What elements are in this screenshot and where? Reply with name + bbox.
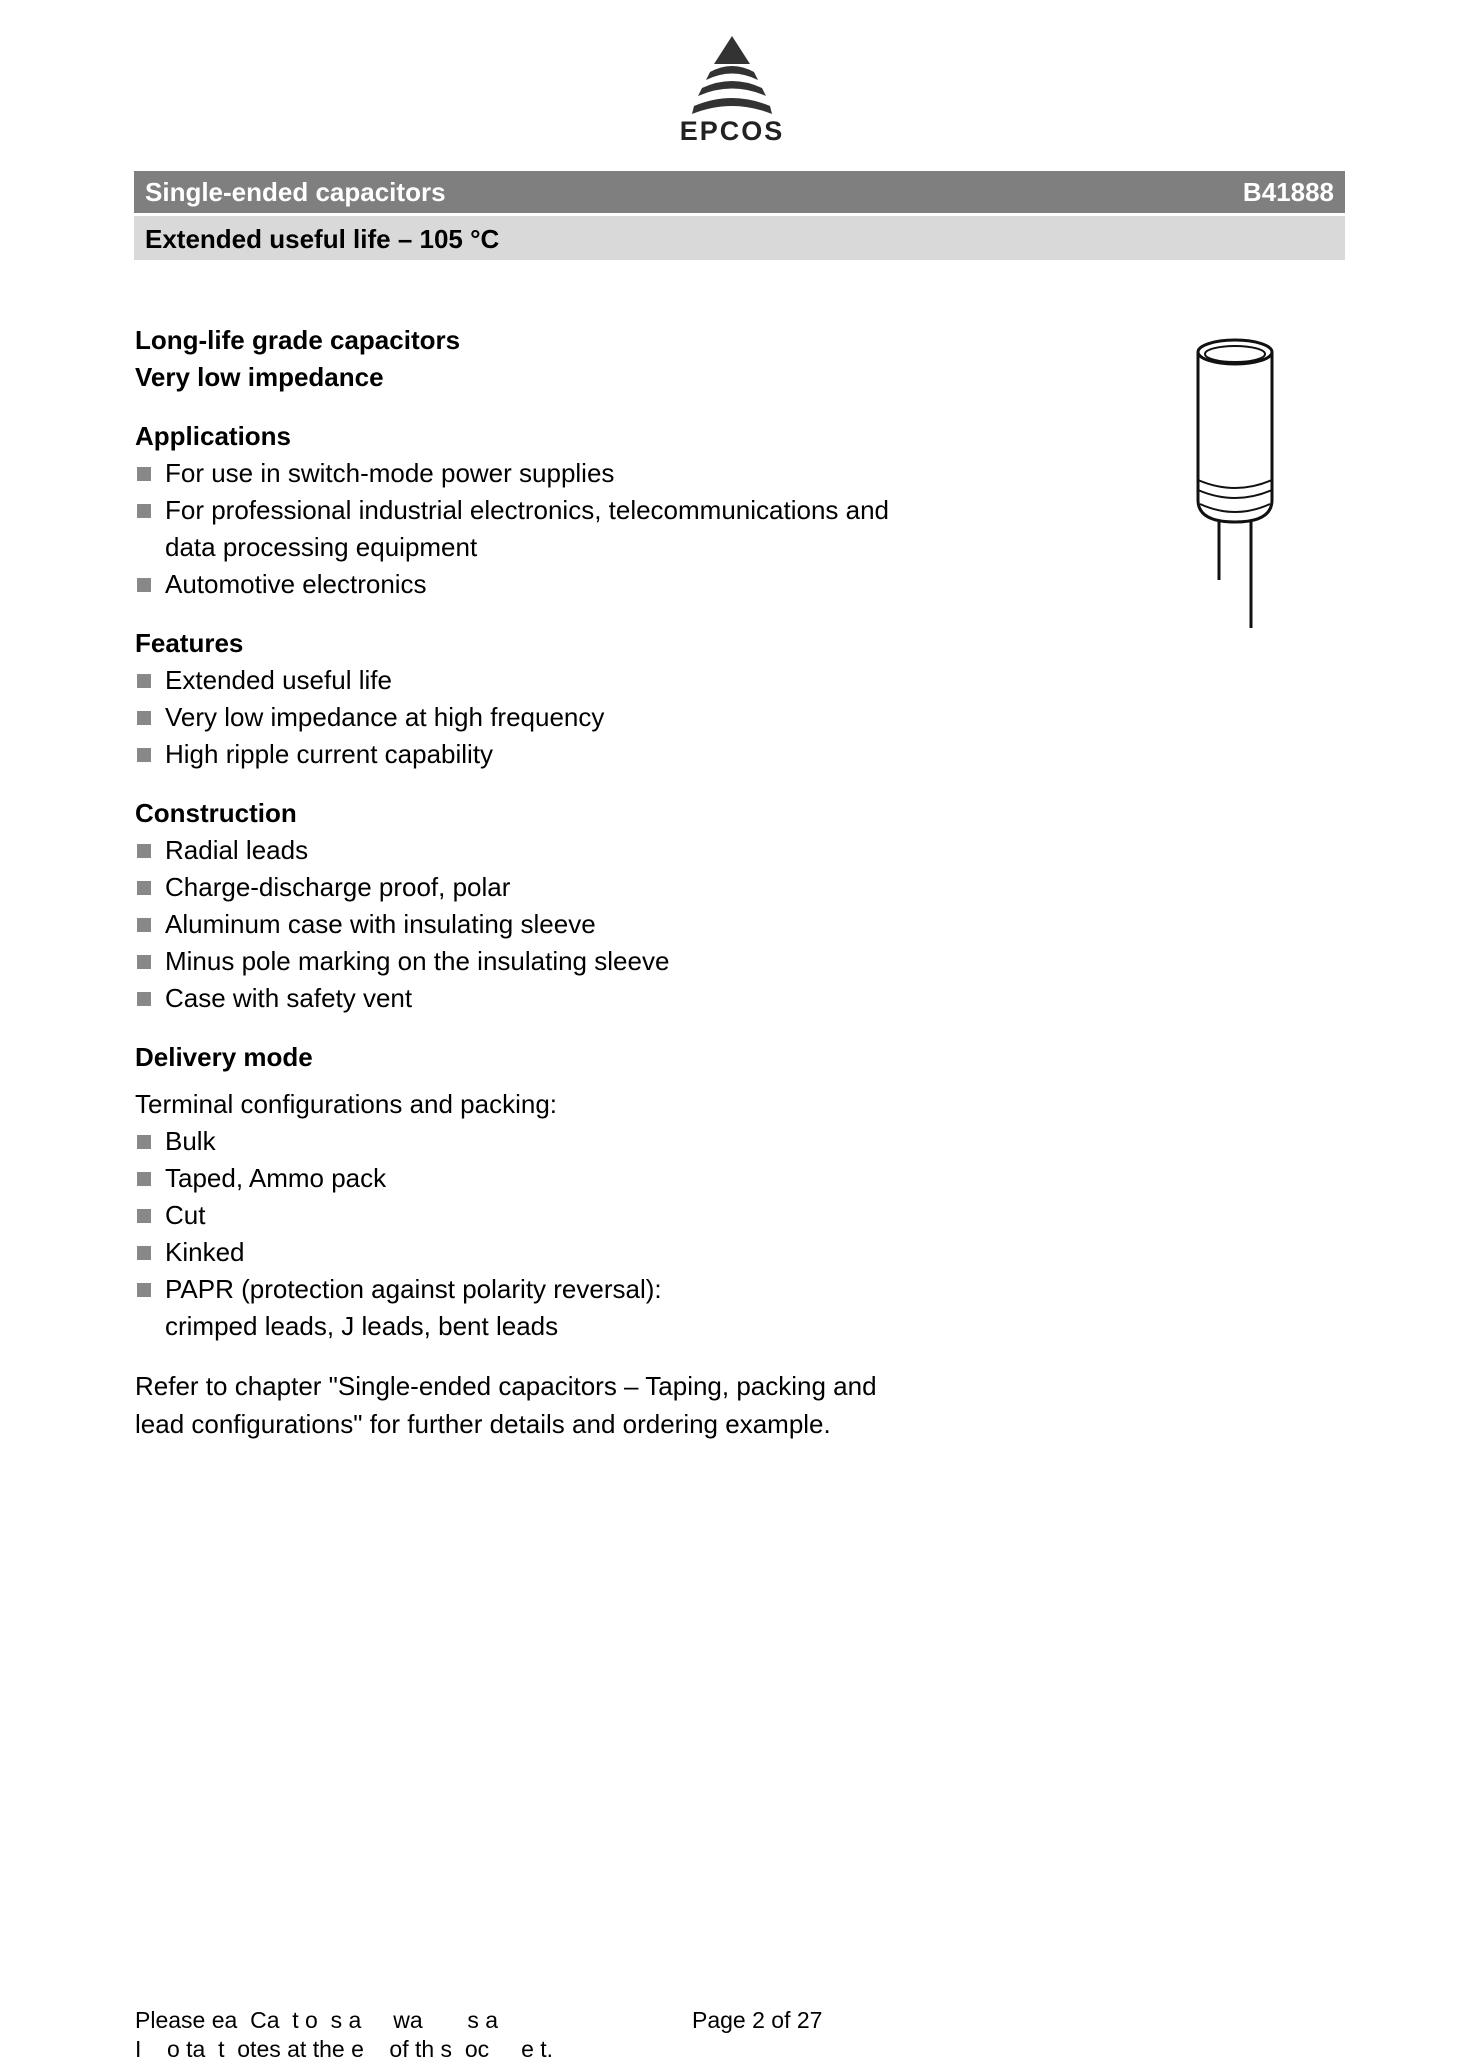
list-item: Cut xyxy=(135,1197,915,1234)
footer-notice xyxy=(135,2006,553,2064)
list-item: For professional industrial electronics, telecommunications and data processing equipment xyxy=(135,492,915,566)
list-item: High ripple current capability xyxy=(135,736,915,773)
main-content xyxy=(135,322,915,1443)
bullet-icon xyxy=(137,881,151,895)
header-bar xyxy=(134,171,1345,213)
bullet-icon xyxy=(137,955,151,969)
bullet-icon xyxy=(137,918,151,932)
construction-list xyxy=(135,832,915,1017)
header-title: Single-ended capacitors xyxy=(145,177,446,207)
list-item: Radial leads xyxy=(135,832,915,869)
bullet-icon xyxy=(137,578,151,592)
delivery-note: Refer to chapter "Single-ended capacitors – Taping, packing and lead configurations" for further details and ordering example. xyxy=(135,1371,877,1439)
bullet-icon xyxy=(137,1135,151,1149)
delivery-lead: Terminal configurations and packing: xyxy=(135,1089,558,1119)
product-code: B41888 xyxy=(1242,177,1334,207)
bullet-icon xyxy=(137,1209,151,1223)
capacitor-image xyxy=(1190,330,1290,630)
bullet-icon xyxy=(137,674,151,688)
footer-line-2: I o ta t otes at the e of th s oc e t. xyxy=(135,2036,554,2062)
list-item: PAPR (protection against polarity reversal): crimped leads, J leads, bent leads xyxy=(135,1271,725,1345)
logo-text: EPCOS xyxy=(679,116,785,146)
bullet-icon xyxy=(137,711,151,725)
epcos-logo-icon xyxy=(692,34,772,114)
construction-heading: Construction xyxy=(135,798,297,828)
list-item: Aluminum case with insulating sleeve xyxy=(135,906,915,943)
applications-list xyxy=(135,455,915,603)
footer-line-1: Please ea Ca t o s a wa s a xyxy=(135,2007,499,2033)
bullet-icon xyxy=(137,467,151,481)
subtitle-bar xyxy=(134,216,1345,260)
intro-line-2: Very low impedance xyxy=(135,362,384,392)
bullet-icon xyxy=(137,844,151,858)
delivery-list xyxy=(135,1123,915,1345)
applications-heading: Applications xyxy=(135,421,292,451)
bullet-icon xyxy=(137,1172,151,1186)
list-item: Taped, Ammo pack xyxy=(135,1160,915,1197)
list-item: Minus pole marking on the insulating sleeve xyxy=(135,943,915,980)
list-item: Bulk xyxy=(135,1123,915,1160)
bullet-icon xyxy=(137,1246,151,1260)
list-item: Charge-discharge proof, polar xyxy=(135,869,915,906)
list-item: Extended useful life xyxy=(135,662,915,699)
list-item: Case with safety vent xyxy=(135,980,915,1017)
delivery-heading: Delivery mode xyxy=(135,1042,313,1072)
features-list xyxy=(135,662,915,773)
list-item: Automotive electronics xyxy=(135,566,915,603)
features-heading: Features xyxy=(135,628,244,658)
list-item: Kinked xyxy=(135,1234,915,1271)
page-number: Page 2 of 27 xyxy=(692,2007,823,2033)
bullet-icon xyxy=(137,1283,151,1297)
capacitor-illustration xyxy=(1190,330,1290,630)
intro-line-1: Long-life grade capacitors xyxy=(135,325,461,355)
list-item: Very low impedance at high frequency xyxy=(135,699,915,736)
epcos-logo xyxy=(670,34,794,146)
bullet-icon xyxy=(137,504,151,518)
bullet-icon xyxy=(137,992,151,1006)
list-item: For use in switch-mode power supplies xyxy=(135,455,915,492)
bullet-icon xyxy=(137,748,151,762)
header-subtitle: Extended useful life – 105 °C xyxy=(145,224,500,254)
